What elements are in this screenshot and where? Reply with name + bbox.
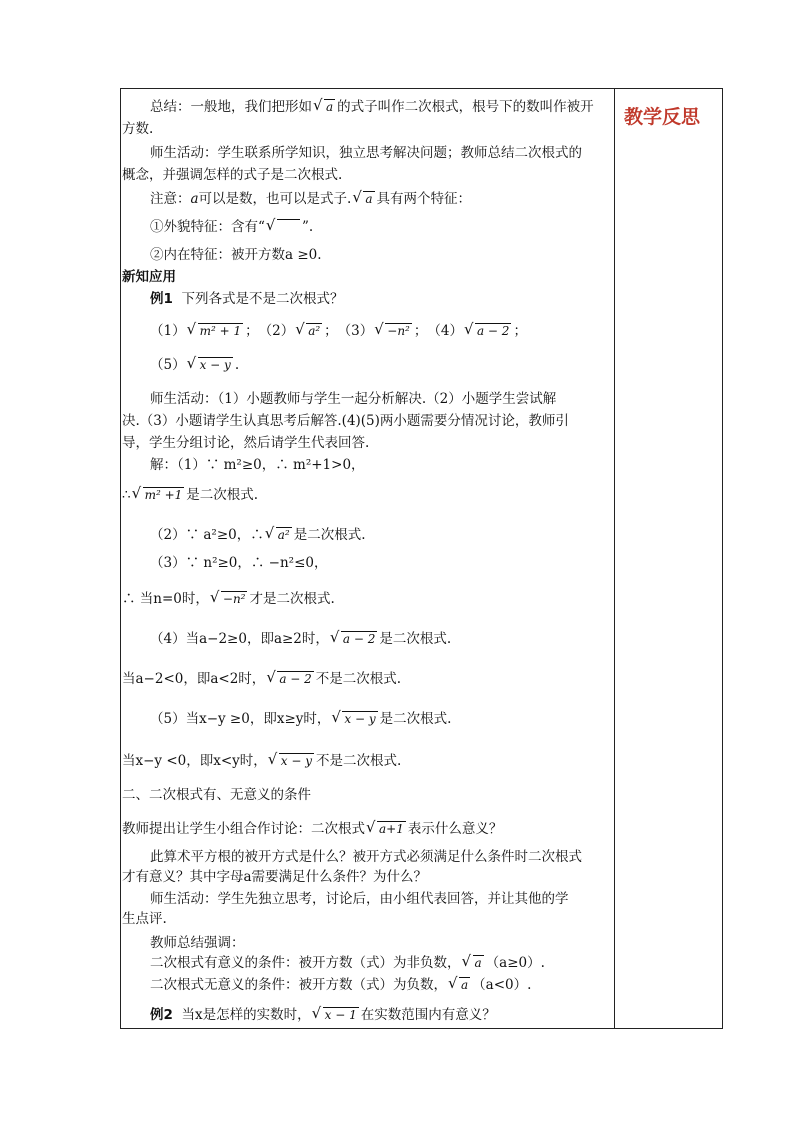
radicand: −n² [222,592,246,606]
radicand: x − y [344,712,376,726]
feature-2: ②内在特征：被开方数a ≥0. [150,247,322,263]
solution-2 [122,524,366,546]
text: ； （3） [324,323,374,339]
text: ①外貌特征：含有“ [150,219,265,235]
text: 不是二次根式. [316,753,402,769]
text: 不是二次根式. [315,671,402,687]
column-divider [614,88,615,1028]
summary-line-2: 方数. [122,121,154,137]
condition-meaningless [122,974,531,996]
radicand: x − y [199,358,231,372]
text: ∴ 当n=0时， [122,591,209,607]
sqrt-expr [375,320,412,342]
activity-2-line-2: 决.（3）小题请学生认真思考后解答.(4)(5)两小题需要分情况讨论，教师引 [122,413,569,429]
radicand: a [474,956,482,970]
text: （1） [150,323,186,339]
example-1-title [122,288,344,310]
text: 教师提出让学生小组合作讨论：二次根式 [122,821,365,837]
side-title-teaching-reflection: 教学反思 [624,106,701,128]
example-1-items [122,320,527,342]
text: 是二次根式. [186,487,259,503]
radicand [277,219,300,234]
example-1-item-5 [122,354,239,376]
question-line-2: 才有意义？其中字母a需要满足什么条件？为什么？ [122,869,428,885]
sqrt-expr [353,188,374,210]
solution-1: 解：（1）∵ m²≥0，∴ m²+1>0， [150,457,365,473]
sqrt-expr [269,750,314,772]
sqrt-symbol [267,216,300,238]
activity-line-2: 概念，并强调怎样的式子是二次根式. [122,167,343,183]
text: 当x−y <0，即x<y时， [122,753,267,769]
activity-line-1: 师生活动：学生联系所学知识，独立思考解决问题；教师总结二次根式的 [150,145,582,161]
text: 注意： [150,191,191,207]
radicand: a [326,100,334,114]
summary-line-1 [122,96,594,118]
text: 下列各式是不是二次根式？ [181,291,344,307]
text: 是二次根式. [379,631,452,647]
sqrt-expr [266,524,292,546]
top-border [120,88,723,89]
text: 可以是数，也可以是式子. [198,191,352,207]
text: 当x是怎样的实数时， [181,1007,311,1023]
sqrt-expr [331,628,377,650]
var: a [190,191,199,207]
radicand: a [365,192,373,206]
text: 是二次根式. [379,711,452,727]
radicand: a − 2 [279,672,312,686]
text: 二次根式有意义的条件：被开方数（式）为非负数， [150,955,461,971]
text: （a<0）. [472,977,532,993]
text: （5）当x−y ≥0，即x≥y时， [150,711,331,727]
text: 当a−2<0，即a<2时， [122,671,266,687]
text: （4）当a−2≥0，即a≥2时， [150,631,329,647]
condition-meaningful [122,952,545,974]
radicand: a+1 [379,822,404,836]
feature-1 [122,216,313,238]
text: ； [513,323,527,339]
solution-5a [122,708,451,730]
solution-4a [122,628,451,650]
sqrt-expr [211,588,248,610]
text: 表示什么意义？ [407,821,503,837]
radicand: −n² [387,324,410,338]
sqrt-expr [367,818,406,840]
radicand: m² +1 [144,488,183,502]
text: 才是二次根式. [249,591,335,607]
right-border [722,88,723,1028]
radicand: x − 1 [324,1008,357,1022]
text: 的式子叫作二次根式，根号下的数叫作被开 [337,99,594,115]
sqrt-expr [188,320,244,342]
teacher-prompt [122,818,502,840]
solution-3-conclusion [122,588,335,610]
sqrt-expr [463,952,484,974]
sqrt-expr [188,354,233,376]
radicand: m² + 1 [199,324,242,338]
activity-3-line-1: 师生活动：学生先独立思考，讨论后，由小组代表回答，并让其他的学 [150,891,569,907]
sqrt-expr [296,320,322,342]
sqrt-expr [313,1004,359,1026]
text: ； （2） [245,323,295,339]
question-line-1: 此算术平方根的被开方式是什么？被开方式必须满足什么条件时二次根式 [150,849,582,865]
radicand: a [461,978,469,992]
text: ； （4） [413,323,463,339]
sqrt-expr [332,708,377,730]
text: 是二次根式. [293,527,366,543]
example-2-title [122,1004,496,1026]
radicand: x − y [280,754,313,768]
solution-5b [122,750,401,772]
bottom-border [120,1028,723,1029]
section-heading-2: 二、二次根式有、无意义的条件 [122,787,311,803]
activity-2-line-3: 导，学生分组讨论，然后请学生代表回答. [122,435,370,451]
activity-3-line-2: 生点评. [122,911,167,927]
note-line [122,188,471,210]
solution-3: （3）∵ n²≥0，∴ −n²≤0， [150,555,328,571]
sqrt-expr [133,484,185,506]
example-label: 例1 [150,291,173,307]
text: （a≥0）. [485,955,545,971]
radicand: a² [308,324,321,338]
text: 二次根式无意义的条件：被开方数（式）为负数， [150,977,447,993]
text: （5） [150,357,186,373]
solution-4b [122,668,401,690]
sqrt-expr [465,320,511,342]
radicand: a² [277,528,290,542]
text: ”. [301,219,314,235]
sqrt-expr [314,96,335,118]
example-label: 例2 [150,1007,173,1023]
text: ∴ [122,487,131,503]
radicand: a − 2 [476,324,510,338]
text: 总结：一般地，我们把形如 [150,99,312,115]
text: 在实数范围内有意义？ [360,1007,496,1023]
teacher-summary: 教师总结强调： [150,935,245,951]
sqrt-expr [449,974,470,996]
sqrt-expr [267,668,313,690]
text: 具有两个特征： [376,191,472,207]
section-heading-new-knowledge: 新知应用 [122,269,176,285]
text: . [234,357,240,373]
left-border [120,88,121,1028]
solution-1-conclusion [122,484,258,506]
activity-2-line-1: 师生活动：（1）小题教师与学生一起分析解决.（2）小题学生尝试解 [150,391,557,407]
radicand: a − 2 [342,632,376,646]
text: （2）∵ a²≥0，∴ [150,527,264,543]
